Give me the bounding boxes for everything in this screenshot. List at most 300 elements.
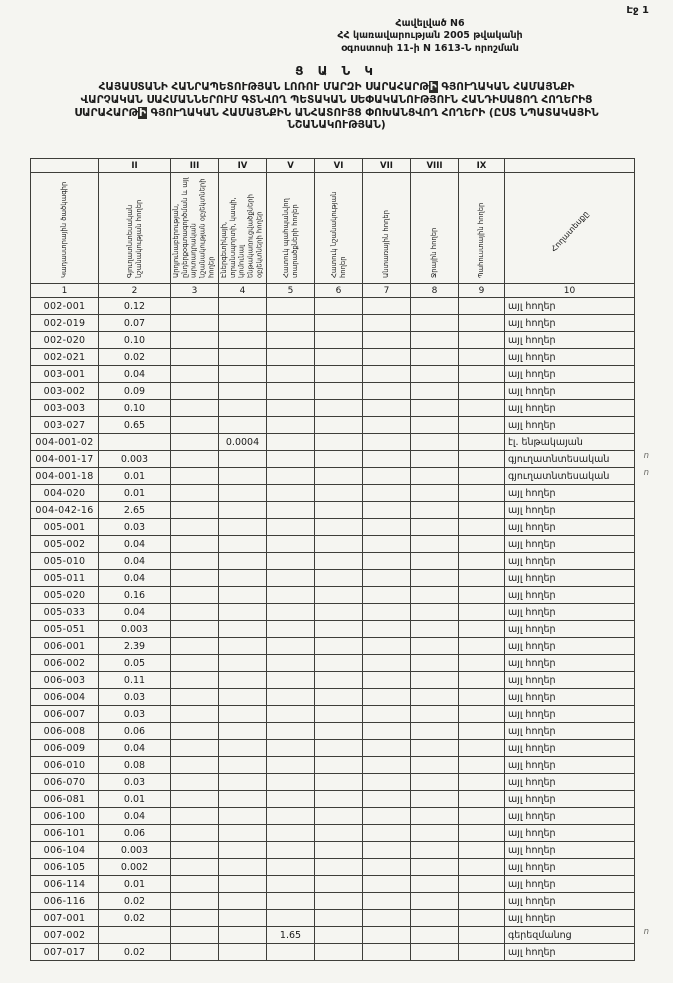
cadastral-code-cell: 002-020 — [31, 332, 99, 349]
area-value-cell — [315, 604, 363, 621]
area-value-cell — [267, 672, 315, 689]
land-type-cell: այլ հողեր — [505, 740, 635, 757]
area-value-cell — [459, 893, 505, 910]
area-value-cell — [459, 536, 505, 553]
area-value-cell — [219, 876, 267, 893]
area-value-cell — [315, 944, 363, 961]
area-value-cell: 0.01 — [99, 876, 171, 893]
cadastral-code-cell: 007-002 — [31, 927, 99, 944]
column-header-label: Հատուկ պահպանվող տարածքների հողեր — [281, 198, 299, 278]
table-row — [31, 774, 635, 791]
area-value-cell — [411, 570, 459, 587]
area-value-cell — [411, 553, 459, 570]
area-value-cell — [219, 349, 267, 366]
land-type-cell: այլ հողեր — [505, 417, 635, 434]
area-value-cell — [459, 349, 505, 366]
table-row — [31, 502, 635, 519]
area-value-cell — [459, 757, 505, 774]
area-value-cell — [219, 621, 267, 638]
land-type-cell: այլ հողեր — [505, 315, 635, 332]
area-value-cell — [363, 315, 411, 332]
column-header-cell — [363, 173, 411, 284]
cadastral-code-cell: 006-114 — [31, 876, 99, 893]
area-value-cell — [267, 944, 315, 961]
area-value-cell — [363, 723, 411, 740]
land-type-cell: այլ հողեր — [505, 757, 635, 774]
area-value-cell — [171, 740, 219, 757]
area-value-cell: 0.003 — [99, 842, 171, 859]
subtitle-text: ՍԱՐԱՀԱՐԹ — [74, 106, 138, 119]
area-value-cell — [267, 502, 315, 519]
table-row — [31, 298, 635, 315]
column-number-cell: 8 — [411, 284, 459, 298]
land-table — [30, 158, 649, 961]
doc-title: Ց Ա Ն Կ — [295, 64, 378, 78]
area-value-cell — [459, 638, 505, 655]
area-value-cell: 0.12 — [99, 298, 171, 315]
area-value-cell — [171, 825, 219, 842]
area-value-cell — [315, 808, 363, 825]
area-value-cell — [315, 417, 363, 434]
cadastral-code-cell: 004-020 — [31, 485, 99, 502]
area-value-cell — [459, 672, 505, 689]
area-value-cell — [171, 893, 219, 910]
area-value-cell — [315, 400, 363, 417]
area-value-cell — [411, 638, 459, 655]
cadastral-code-cell: 004-042-16 — [31, 502, 99, 519]
table-row — [31, 859, 635, 876]
area-value-cell: 0.03 — [99, 689, 171, 706]
area-value-cell: 0.01 — [99, 468, 171, 485]
area-value-cell — [171, 383, 219, 400]
land-type-cell: այլ հողեր — [505, 485, 635, 502]
roman-numeral-cell — [505, 159, 635, 173]
land-type-cell: այլ հողեր — [505, 689, 635, 706]
area-value-cell — [219, 587, 267, 604]
cadastral-code-cell: 006-007 — [31, 706, 99, 723]
area-value-cell — [315, 536, 363, 553]
area-value-cell — [171, 876, 219, 893]
area-value-cell — [363, 774, 411, 791]
table-row — [31, 621, 635, 638]
area-value-cell — [267, 570, 315, 587]
area-value-cell — [315, 638, 363, 655]
area-value-cell — [363, 332, 411, 349]
land-type-cell: այլ հողեր — [505, 298, 635, 315]
area-value-cell — [99, 434, 171, 451]
roman-numeral-cell: IX — [459, 159, 505, 173]
table-row — [31, 740, 635, 757]
area-value-cell — [411, 876, 459, 893]
area-value-cell — [171, 621, 219, 638]
area-value-cell — [411, 332, 459, 349]
land-type-cell: այլ հողեր — [505, 332, 635, 349]
area-value-cell — [267, 451, 315, 468]
area-value-cell — [363, 400, 411, 417]
land-type-cell: այլ հողեր — [505, 706, 635, 723]
area-value-cell — [363, 621, 411, 638]
area-value-cell — [459, 842, 505, 859]
area-value-cell — [219, 757, 267, 774]
area-value-cell — [411, 757, 459, 774]
column-header-cell — [99, 173, 171, 284]
area-value-cell — [267, 859, 315, 876]
doc-subtitle-line — [22, 94, 651, 107]
area-value-cell — [459, 655, 505, 672]
margin-mark: ո — [643, 468, 649, 478]
area-value-cell — [267, 706, 315, 723]
area-value-cell: 0.05 — [99, 655, 171, 672]
cadastral-code-cell: 005-033 — [31, 604, 99, 621]
area-value-cell — [315, 315, 363, 332]
area-value-cell — [363, 944, 411, 961]
area-value-cell: 0.02 — [99, 944, 171, 961]
table-row — [31, 587, 635, 604]
area-value-cell: 0.10 — [99, 400, 171, 417]
area-value-cell: 0.03 — [99, 706, 171, 723]
column-header-label: Արդյունաբերության, ընդերքօգտագործման և այլ արտադրական նշանակության օբյեկտների հողեր — [172, 177, 216, 278]
column-header-label: Անտառային հողեր — [382, 210, 391, 278]
area-value-cell — [315, 434, 363, 451]
annex-header — [270, 18, 590, 55]
area-value-cell — [219, 604, 267, 621]
cadastral-code-cell: 002-019 — [31, 315, 99, 332]
area-value-cell — [411, 723, 459, 740]
area-value-cell — [411, 842, 459, 859]
area-value-cell: 0.04 — [99, 740, 171, 757]
area-value-cell — [363, 740, 411, 757]
area-value-cell: 0.04 — [99, 366, 171, 383]
land-type-cell: այլ հողեր — [505, 791, 635, 808]
land-type-cell: այլ հողեր — [505, 672, 635, 689]
table-row — [31, 400, 635, 417]
table-row — [31, 638, 635, 655]
table-row — [31, 383, 635, 400]
area-value-cell — [171, 587, 219, 604]
cadastral-code-cell: 005-011 — [31, 570, 99, 587]
cadastral-code-cell: 004-001-02 — [31, 434, 99, 451]
area-value-cell — [171, 349, 219, 366]
area-value-cell — [459, 604, 505, 621]
table-row — [31, 689, 635, 706]
area-value-cell — [459, 587, 505, 604]
area-value-cell — [267, 893, 315, 910]
land-type-cell: այլ հողեր — [505, 621, 635, 638]
land-type-cell: այլ հողեր — [505, 349, 635, 366]
doc-subtitle-line — [22, 81, 651, 94]
subtitle-text: ՀԱՅԱՍՏԱՆԻ ՀԱՆՐԱՊԵՏՈՒԹՅԱՆ ԼՈՌՈՒ ՄԱՐԶԻ ՍԱՐԱՀԱՐԹ — [98, 81, 429, 93]
area-value-cell — [459, 553, 505, 570]
area-value-cell — [411, 434, 459, 451]
area-value-cell — [411, 621, 459, 638]
cadastral-code-cell: 007-001 — [31, 910, 99, 927]
area-value-cell — [99, 927, 171, 944]
column-number-cell: 4 — [219, 284, 267, 298]
cadastral-code-cell: 006-003 — [31, 672, 99, 689]
area-value-cell — [267, 757, 315, 774]
area-value-cell — [171, 706, 219, 723]
area-value-cell — [219, 332, 267, 349]
roman-numeral-cell: V — [267, 159, 315, 173]
area-value-cell — [411, 366, 459, 383]
area-value-cell — [219, 638, 267, 655]
cadastral-code-cell: 005-002 — [31, 536, 99, 553]
area-value-cell — [459, 910, 505, 927]
table-row — [31, 519, 635, 536]
table-row — [31, 349, 635, 366]
area-value-cell — [315, 298, 363, 315]
area-value-cell — [219, 553, 267, 570]
area-value-cell — [363, 859, 411, 876]
column-header-label: Հողատեսքը — [548, 208, 591, 254]
area-value-cell: 0.06 — [99, 723, 171, 740]
area-value-cell — [315, 468, 363, 485]
area-value-cell — [315, 842, 363, 859]
area-value-cell — [267, 791, 315, 808]
column-number-cell: 5 — [267, 284, 315, 298]
area-value-cell — [267, 808, 315, 825]
cadastral-code-cell: 007-017 — [31, 944, 99, 961]
subtitle-text: ՎԱՐՉԱԿԱՆ ՍԱՀՄԱՆՆԵՐՈՒՄ ԳՏՆՎՈՂ ՊԵՏԱԿԱՆ ՍԵՓԱԿԱՆՈՒԹՅՈՒՆ ՀԱՆԴԻՍԱՑՈՂ ՀՈՂԵՐԻՑ — [80, 93, 593, 106]
land-type-cell: այլ հողեր — [505, 859, 635, 876]
area-value-cell: 0.04 — [99, 604, 171, 621]
area-value-cell — [315, 791, 363, 808]
area-value-cell — [411, 451, 459, 468]
area-value-cell — [315, 774, 363, 791]
area-value-cell — [459, 315, 505, 332]
area-value-cell — [219, 536, 267, 553]
area-value-cell — [363, 825, 411, 842]
area-value-cell — [363, 876, 411, 893]
table-row — [31, 910, 635, 927]
column-header-cell — [459, 173, 505, 284]
area-value-cell — [411, 791, 459, 808]
area-value-cell — [267, 621, 315, 638]
cadastral-code-cell: 004-001-18 — [31, 468, 99, 485]
column-number-cell: 9 — [459, 284, 505, 298]
area-value-cell — [315, 672, 363, 689]
area-value-cell — [315, 723, 363, 740]
area-value-cell — [219, 842, 267, 859]
area-value-cell — [219, 910, 267, 927]
area-value-cell — [363, 808, 411, 825]
column-header-cell — [171, 173, 219, 284]
land-type-cell: այլ հողեր — [505, 366, 635, 383]
cadastral-code-cell: 006-101 — [31, 825, 99, 842]
roman-numeral-cell: VI — [315, 159, 363, 173]
cadastral-code-cell: 005-051 — [31, 621, 99, 638]
table-row — [31, 434, 635, 451]
area-value-cell: 0.06 — [99, 825, 171, 842]
area-value-cell — [267, 519, 315, 536]
area-value-cell — [171, 791, 219, 808]
area-value-cell — [267, 315, 315, 332]
area-value-cell — [171, 536, 219, 553]
margin-mark: ո — [643, 927, 649, 937]
area-value-cell — [363, 842, 411, 859]
area-value-cell — [171, 570, 219, 587]
roman-numeral-cell: VII — [363, 159, 411, 173]
area-value-cell — [219, 672, 267, 689]
area-value-cell — [459, 808, 505, 825]
area-value-cell — [459, 859, 505, 876]
area-value-cell — [411, 927, 459, 944]
area-value-cell — [171, 638, 219, 655]
column-header-label: Գյուղատնտեսական նշանակության հողեր — [125, 199, 143, 278]
cadastral-code-cell: 006-104 — [31, 842, 99, 859]
cadastral-code-cell: 003-001 — [31, 366, 99, 383]
table-row — [31, 757, 635, 774]
area-value-cell — [267, 349, 315, 366]
column-header-cell — [315, 173, 363, 284]
area-value-cell — [219, 451, 267, 468]
area-value-cell — [219, 740, 267, 757]
area-value-cell — [363, 893, 411, 910]
area-value-cell — [315, 451, 363, 468]
area-value-cell — [267, 842, 315, 859]
area-value-cell — [171, 689, 219, 706]
column-header-label: Հատուկ նշանակության հողեր — [329, 191, 347, 278]
cadastral-code-cell: 003-003 — [31, 400, 99, 417]
area-value-cell — [267, 400, 315, 417]
column-header-cell — [411, 173, 459, 284]
area-value-cell — [219, 723, 267, 740]
area-value-cell — [219, 927, 267, 944]
area-value-cell: 0.16 — [99, 587, 171, 604]
cadastral-code-cell: 005-020 — [31, 587, 99, 604]
cadastral-code-cell: 005-010 — [31, 553, 99, 570]
cadastral-code-cell: 005-001 — [31, 519, 99, 536]
table-row — [31, 553, 635, 570]
column-header-cell — [219, 173, 267, 284]
area-value-cell — [171, 927, 219, 944]
column-header-label: Ջրային հողեր — [430, 227, 439, 278]
area-value-cell — [363, 638, 411, 655]
area-value-cell — [267, 723, 315, 740]
area-value-cell — [267, 740, 315, 757]
area-value-cell — [459, 400, 505, 417]
area-value-cell — [411, 485, 459, 502]
table-row — [31, 706, 635, 723]
table-row — [31, 876, 635, 893]
area-value-cell — [411, 706, 459, 723]
area-value-cell — [171, 332, 219, 349]
cadastral-code-cell: 003-002 — [31, 383, 99, 400]
area-value-cell — [363, 553, 411, 570]
cadastral-code-cell: 006-004 — [31, 689, 99, 706]
area-value-cell — [459, 774, 505, 791]
area-value-cell — [219, 893, 267, 910]
area-value-cell — [267, 774, 315, 791]
table-row — [31, 893, 635, 910]
area-value-cell — [219, 859, 267, 876]
area-value-cell — [315, 689, 363, 706]
area-value-cell: 0.03 — [99, 774, 171, 791]
area-value-cell — [363, 672, 411, 689]
table-row — [31, 927, 635, 944]
land-type-cell: էլ. ենթակայան — [505, 434, 635, 451]
table-row — [31, 808, 635, 825]
decree-line-2: օգոստոսի 11-ի N 1613-Ն որոշման — [341, 42, 519, 54]
area-value-cell — [267, 587, 315, 604]
area-value-cell — [363, 468, 411, 485]
column-header-row — [31, 173, 635, 284]
area-value-cell — [411, 740, 459, 757]
area-value-cell — [219, 570, 267, 587]
area-value-cell — [315, 706, 363, 723]
area-value-cell: 0.04 — [99, 553, 171, 570]
area-value-cell — [411, 689, 459, 706]
land-type-cell: գյուղատնտեսական ո — [505, 468, 635, 485]
area-value-cell — [267, 553, 315, 570]
area-value-cell — [363, 485, 411, 502]
table-row — [31, 842, 635, 859]
area-value-cell — [411, 587, 459, 604]
doc-subtitle-line — [22, 107, 651, 120]
area-value-cell — [171, 757, 219, 774]
cadastral-code-cell: 006-001 — [31, 638, 99, 655]
area-value-cell — [363, 502, 411, 519]
area-value-cell — [411, 859, 459, 876]
column-header-label: Կադաստրային ծածկագիր — [60, 181, 69, 278]
column-header-cell — [31, 173, 99, 284]
area-value-cell — [411, 519, 459, 536]
land-type-cell: այլ հողեր — [505, 383, 635, 400]
area-value-cell: 0.02 — [99, 349, 171, 366]
land-type-cell: այլ հողեր — [505, 604, 635, 621]
area-value-cell: 1.65 — [267, 927, 315, 944]
area-value-cell — [171, 468, 219, 485]
area-value-cell — [267, 910, 315, 927]
area-value-cell — [459, 366, 505, 383]
area-value-cell — [459, 451, 505, 468]
area-value-cell — [315, 519, 363, 536]
area-value-cell — [171, 366, 219, 383]
area-value-cell — [267, 536, 315, 553]
area-value-cell — [411, 468, 459, 485]
area-value-cell — [171, 808, 219, 825]
area-value-cell — [363, 349, 411, 366]
area-value-cell — [411, 825, 459, 842]
margin-mark: ո — [643, 451, 649, 461]
subtitle-text: ԳՅՈՒՂԱԿԱՆ ՀԱՄԱՅՆՔԻ — [437, 81, 575, 93]
area-value-cell — [363, 570, 411, 587]
area-value-cell — [411, 315, 459, 332]
area-value-cell — [267, 825, 315, 842]
area-value-cell — [315, 553, 363, 570]
area-value-cell — [411, 417, 459, 434]
area-value-cell: 0.07 — [99, 315, 171, 332]
land-type-cell: այլ հողեր — [505, 587, 635, 604]
area-value-cell — [363, 587, 411, 604]
land-type-cell: այլ հողեր — [505, 944, 635, 961]
land-type-cell: այլ հողեր — [505, 876, 635, 893]
area-value-cell — [267, 485, 315, 502]
area-value-cell — [219, 791, 267, 808]
area-value-cell — [315, 502, 363, 519]
land-type-cell: այլ հողեր — [505, 638, 635, 655]
area-value-cell — [219, 774, 267, 791]
area-value-cell — [363, 536, 411, 553]
area-value-cell — [219, 400, 267, 417]
land-type-cell: այլ հողեր — [505, 536, 635, 553]
area-value-cell — [459, 485, 505, 502]
area-value-cell: 0.09 — [99, 383, 171, 400]
area-value-cell: 0.002 — [99, 859, 171, 876]
land-type-cell: այլ հողեր — [505, 825, 635, 842]
area-value-cell: 0.65 — [99, 417, 171, 434]
area-value-cell: 0.02 — [99, 893, 171, 910]
